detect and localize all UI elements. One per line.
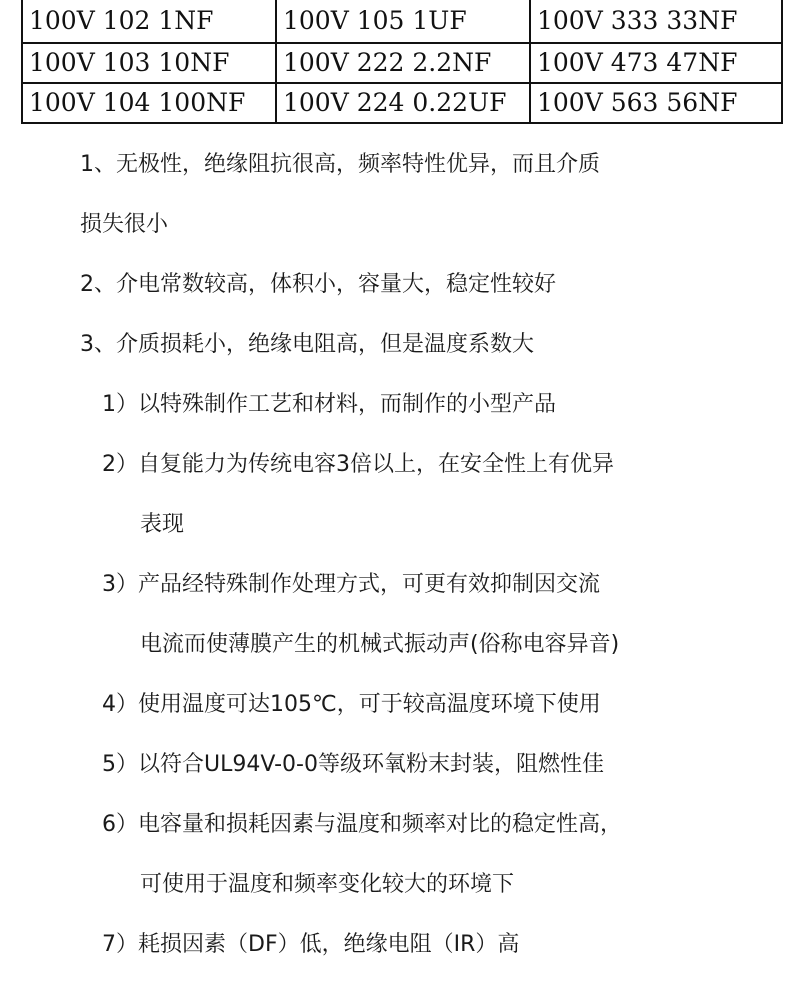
table-cell: 100V 563 56NF [530, 83, 782, 123]
table-cell: 100V 222 2.2NF [276, 43, 530, 83]
sub-feature-2-line-1: 2）自复能力为传统电容3倍以上，在安全性上有优异 [102, 452, 614, 477]
table-cell: 100V 104 100NF [22, 83, 276, 123]
sub-feature-6-line-1: 6）电容量和损耗因素与温度和频率对比的稳定性高， [102, 812, 622, 837]
table-cell: 100V 333 33NF [530, 0, 782, 43]
sub-feature-4: 4）使用温度可达105℃，可于较高温度环境下使用 [102, 692, 601, 717]
feature-1-line-2: 损失很小 [80, 212, 169, 237]
capacitor-spec-table [21, 0, 783, 124]
sub-feature-7: 7）耗损因素（DF）低，绝缘电阻（IR）高 [102, 932, 520, 957]
table-row [22, 43, 782, 83]
sub-feature-3-line-1: 3）产品经特殊制作处理方式，可更有效抑制因交流 [102, 572, 600, 597]
sub-feature-3-line-2: 电流而使薄膜产生的机械式振动声(俗称电容异音) [140, 632, 620, 657]
table-row [22, 0, 782, 43]
feature-1-line-1: 1、无极性，绝缘阻抗很高，频率特性优异，而且介质 [80, 152, 600, 177]
sub-feature-5: 5）以符合UL94V-0-0等级环氧粉末封装，阻燃性佳 [102, 752, 604, 777]
feature-3: 3、介质损耗小，绝缘电阻高，但是温度系数大 [80, 332, 534, 357]
sub-feature-2-line-2: 表现 [140, 512, 185, 537]
table-cell: 100V 473 47NF [530, 43, 782, 83]
sub-feature-6-line-2: 可使用于温度和频率变化较大的环境下 [140, 872, 515, 897]
table-cell: 100V 105 1UF [276, 0, 530, 43]
table-row [22, 83, 782, 123]
table-cell: 100V 224 0.22UF [276, 83, 530, 123]
table-cell: 100V 102 1NF [22, 0, 276, 43]
sub-feature-1: 1）以特殊制作工艺和材料，而制作的小型产品 [102, 392, 556, 417]
table-cell: 100V 103 10NF [22, 43, 276, 83]
feature-2: 2、介电常数较高，体积小，容量大，稳定性较好 [80, 272, 556, 297]
